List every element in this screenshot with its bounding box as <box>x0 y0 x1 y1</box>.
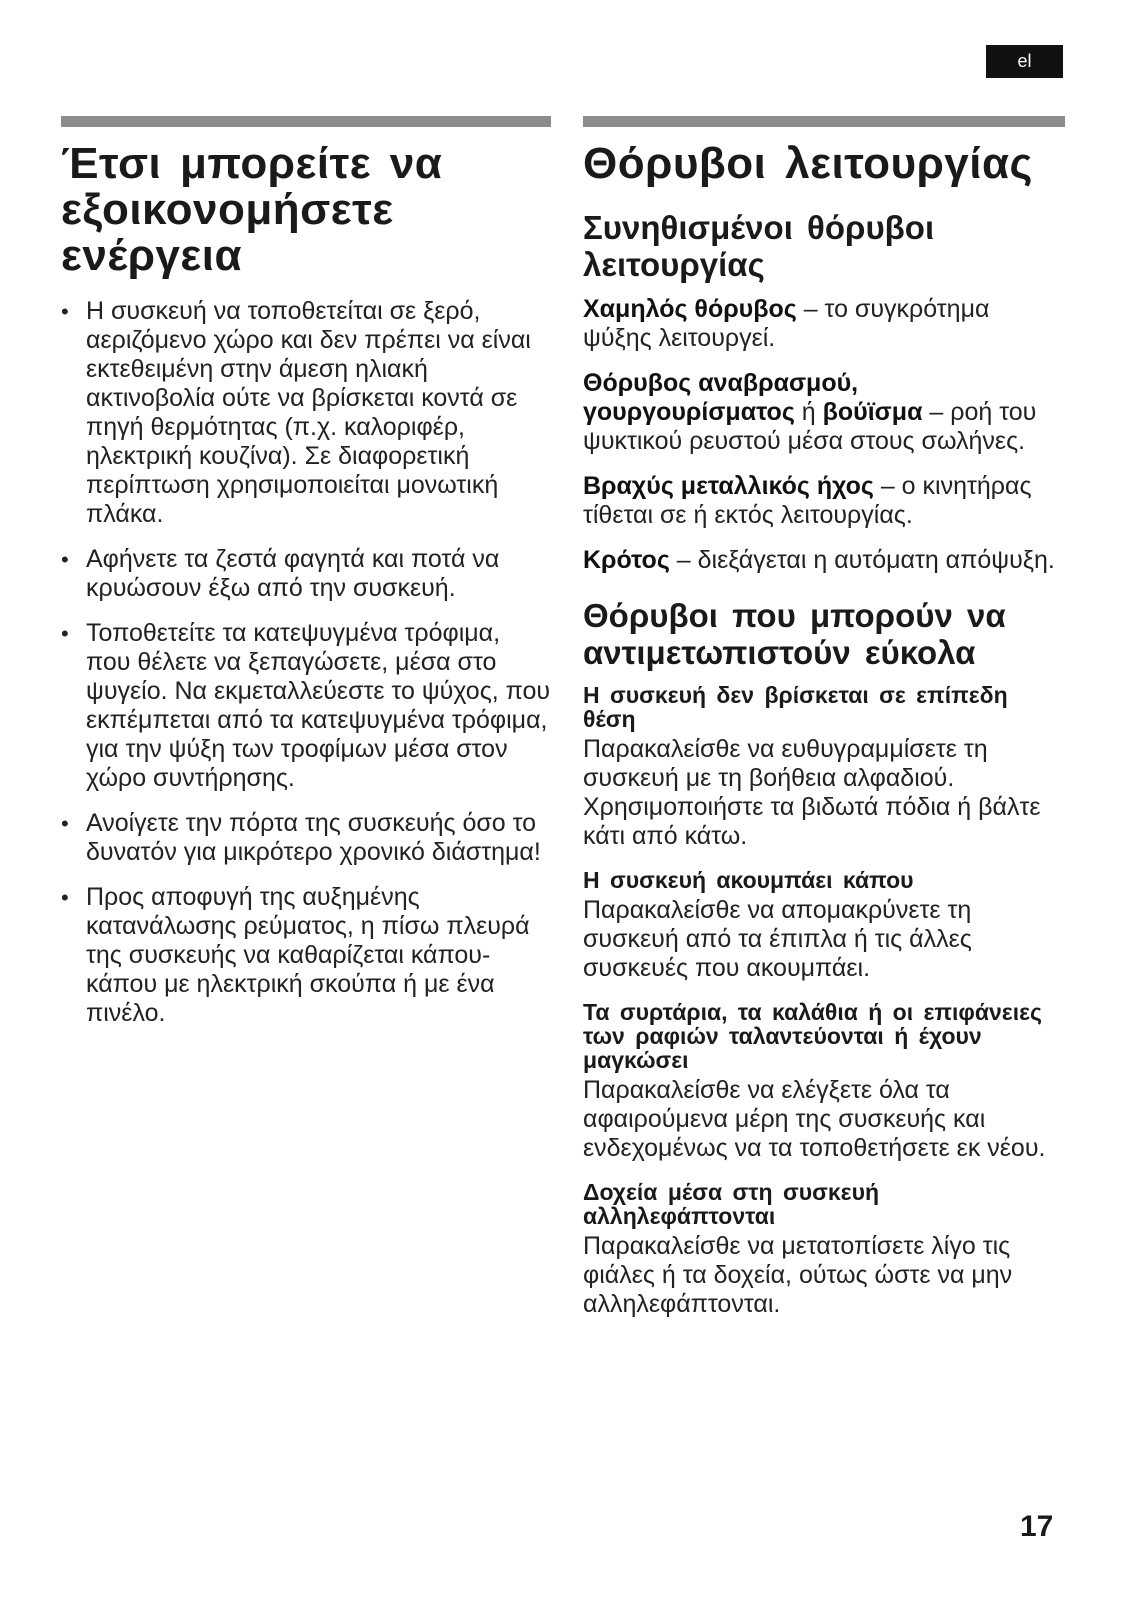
noise-item <box>583 546 1065 575</box>
fixable-noises-heading: Θόρυβοι που μπορούν να αντιμετωπιστούν εύκολα <box>583 597 1006 671</box>
noise-item <box>583 369 1065 456</box>
issue-title: Η συσκευή δεν βρίσκεται σε επίπεδη θέση <box>583 682 1008 732</box>
language-badge: el <box>986 45 1063 78</box>
issue-title: Τα συρτάρια, τα καλάθια ή οι επιφάνειες των ραφιών ταλαντεύονται ή έχουν μαγκώσει <box>583 999 1042 1073</box>
section-rule <box>583 116 1065 127</box>
issue-text: Παρακαλείσθε να ελέγξετε όλα τα αφαιρούμενα μέρη της συσκευής και ενδεχομένως να τα τοποθετήσετε εκ νέου. <box>583 1076 1046 1162</box>
section-rule <box>61 116 551 127</box>
page-number: 17 <box>1020 1510 1054 1543</box>
list-item: • Η συσκευή να τοποθετείται σε ξερό, αεριζόμενο χώρο και δεν πρέπει να είναι εκτεθειμένη στην άμεση ηλιακή ακτινοβολία ούτε να βρίσκεται κοντά σε πηγή θερμότητας (π.χ. καλοριφέρ, ηλεκτρική κουζίνα). Σε διαφορετική περίπτωση χρησιμοποιείται μονωτική πλάκα. <box>61 297 551 529</box>
normal-noises-heading: Συνηθισμένοι θόρυβοι λειτουργίας <box>583 209 935 283</box>
noise-name: Κρότος <box>583 546 670 574</box>
noise-name: Χαμηλός θόρυβος <box>583 295 797 323</box>
issue-title: Η συσκευή ακουμπάει κάπου <box>583 867 914 893</box>
operating-noises-title: Θόρυβοι λειτουργίας <box>583 139 1033 188</box>
noise-description: – ροή του ψυκτικού ρευστού μέσα στους σωλήνες. <box>583 398 1037 455</box>
list-item: • Αφήνετε τα ζεστά φαγητά και ποτά να κρυώσουν έξω από την συσκευή. <box>61 545 551 603</box>
operating-noises-column <box>583 116 1065 1336</box>
issue-title: Δοχεία μέσα στη συσκευή αλληλεφάπτονται <box>583 1179 880 1229</box>
issue-text: Παρακαλείσθε να ευθυγραμμίσετε τη συσκευή με τη βοήθεια αλφαδιού. Χρησιμοποιήστε τα βιδωτά πόδια ή βάλτε κάτι από κάτω. <box>583 735 1041 850</box>
issue-text: Παρακαλείσθε να μετατοπίσετε λίγο τις φιάλες ή τα δοχεία, ούτως ώστε να μην αλληλεφάπτονται. <box>583 1232 1013 1318</box>
noise-description: – διεξάγεται η αυτόματη απόψυξη. <box>669 546 1055 574</box>
issue-text: Παρακαλείσθε να απομακρύνετε τη συσκευή από τα έπιπλα ή τις άλλες συσκευές που ακουμπάει. <box>583 896 972 982</box>
energy-tips-list <box>61 297 551 1028</box>
noise-item <box>583 472 1065 530</box>
list-item: • Τοποθετείτε τα κατεψυγμένα τρόφιμα, που θέλετε να ξεπαγώσετε, μέσα στο ψυγείο. Να εκμεταλλεύεστε το ψύχος, που εκπέμπεται από τα κατεψυγμένα τρόφιμα, για την ψύξη των τροφίμων μέσα στον χώρο συντήρησης. <box>61 619 551 793</box>
noise-name: Βραχύς μεταλλικός ήχος <box>583 472 874 500</box>
energy-saving-title: Έτσι μπορείτε να εξοικονομήσετε ενέργεια <box>61 139 443 280</box>
noise-item <box>583 295 1065 353</box>
list-item: • Προς αποφυγή της αυξημένης κατανάλωσης ρεύματος, η πίσω πλευρά της συσκευής να καθαρίζεται κάπου-κάπου με ηλεκτρική σκούπα ή με ένα πινέλο. <box>61 883 551 1028</box>
energy-saving-column <box>61 116 551 1044</box>
noise-name: βούϊσμα <box>822 398 923 426</box>
noise-description: – το συγκρότημα ψύξης λειτουργεί. <box>583 295 990 352</box>
list-item: • Ανοίγετε την πόρτα της συσκευής όσο το δυνατόν για μικρότερο χρονικό διάστημα! <box>61 809 551 867</box>
noise-name: Θόρυβος αναβρασμού, γουργουρίσματος <box>583 369 859 426</box>
noise-description: – ο κινητήρας τίθεται σε ή εκτός λειτουργίας. <box>583 472 1032 529</box>
noise-connector: ή <box>794 398 823 426</box>
